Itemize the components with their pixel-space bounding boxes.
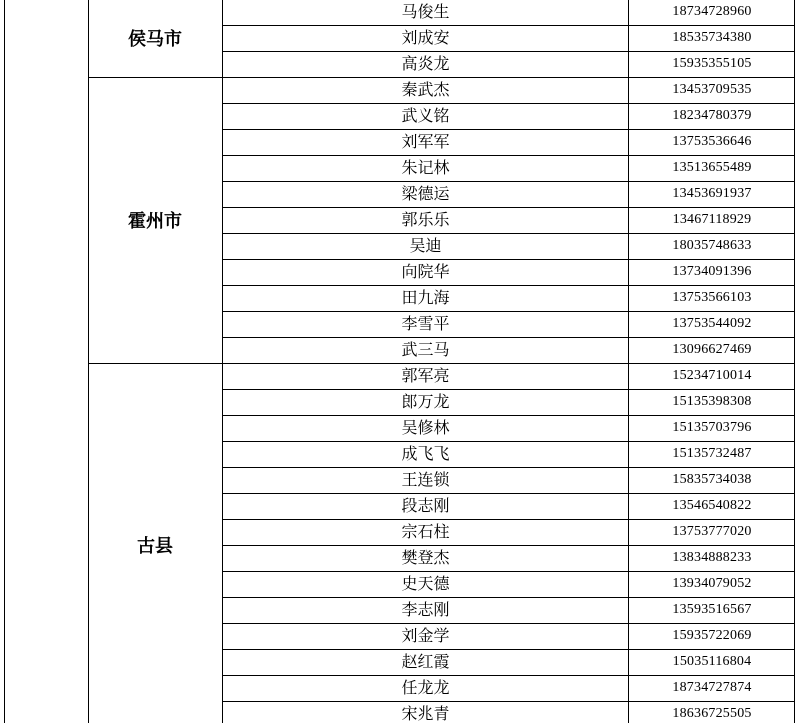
person-name-cell: 郭军亮	[401, 366, 450, 385]
person-name-cell: 宋兆青	[401, 704, 450, 723]
person-name-cell: 王连锁	[401, 470, 450, 489]
person-name-cell: 赵红霞	[401, 652, 450, 671]
phone-number-cell: 15234710014	[672, 368, 752, 383]
phone-number-cell: 13096627469	[672, 342, 752, 357]
outer-left-border	[4, 0, 5, 723]
person-name-cell: 郭乐乐	[401, 210, 450, 229]
person-name-cell: 武三马	[401, 340, 450, 359]
person-name-cell: 吴修林	[401, 418, 450, 437]
region-label: 古县	[137, 536, 173, 557]
phone-number-cell: 13753544092	[672, 316, 752, 331]
phone-number-cell: 18734728960	[672, 4, 752, 19]
phone-number-cell: 13513655489	[672, 160, 752, 175]
person-name-cell: 李志刚	[401, 600, 450, 619]
person-name-cell: 朱记林	[401, 158, 450, 177]
phone-number-cell: 13753777020	[672, 524, 752, 539]
phone-number-cell: 15935722069	[672, 628, 752, 643]
phone-number-cell: 13546540822	[672, 498, 752, 513]
person-name-cell: 李雪平	[401, 314, 450, 333]
phone-number-cell: 13453691937	[672, 186, 752, 201]
phone-number-cell: 13734091396	[672, 264, 752, 279]
phone-number-cell: 15935355105	[672, 56, 752, 71]
person-name-cell: 高炎龙	[401, 54, 450, 73]
phone-number-cell: 18035748633	[672, 238, 752, 253]
region-column-right-border	[222, 0, 223, 723]
phone-number-cell: 13753566103	[672, 290, 752, 305]
person-name-cell: 宗石柱	[401, 522, 450, 541]
phone-number-cell: 18535734380	[672, 30, 752, 45]
person-name-cell: 史天德	[401, 574, 450, 593]
phone-number-cell: 13753536646	[672, 134, 752, 149]
person-name-cell: 樊登杰	[401, 548, 450, 567]
region-column-left-border	[88, 0, 89, 723]
person-name-cell: 吴迪	[409, 236, 442, 255]
person-name-cell: 刘金学	[401, 626, 450, 645]
region-label: 霍州市	[128, 211, 182, 232]
phone-number-cell: 13834888233	[672, 550, 752, 565]
region-label: 侯马市	[128, 29, 182, 50]
person-name-cell: 任龙龙	[401, 678, 450, 697]
person-name-cell: 田九海	[401, 288, 450, 307]
person-name-cell: 梁德运	[401, 184, 450, 203]
person-name-cell: 武义铭	[401, 106, 450, 125]
phone-number-cell: 15135398308	[672, 394, 752, 409]
name-column-right-border	[628, 0, 629, 723]
phone-number-cell: 15835734038	[672, 472, 752, 487]
person-name-cell: 段志刚	[401, 496, 450, 515]
person-name-cell: 郎万龙	[401, 392, 450, 411]
phone-number-cell: 15135732487	[672, 446, 752, 461]
phone-number-cell: 13934079052	[672, 576, 752, 591]
phone-number-cell: 18636725505	[672, 706, 752, 721]
person-name-cell: 成飞飞	[401, 444, 450, 463]
phone-number-cell: 13593516567	[672, 602, 752, 617]
phone-number-cell: 18734727874	[672, 680, 752, 695]
person-name-cell: 刘成安	[401, 28, 450, 47]
phone-number-cell: 18234780379	[672, 108, 752, 123]
phone-number-cell: 13467118929	[672, 212, 752, 227]
phone-number-cell: 13453709535	[672, 82, 752, 97]
person-name-cell: 向院华	[401, 262, 450, 281]
phone-number-cell: 15035116804	[672, 654, 752, 669]
phone-number-cell: 15135703796	[672, 420, 752, 435]
person-name-cell: 刘军军	[401, 132, 450, 151]
person-name-cell: 秦武杰	[401, 80, 450, 99]
person-name-cell: 马俊生	[401, 2, 450, 21]
